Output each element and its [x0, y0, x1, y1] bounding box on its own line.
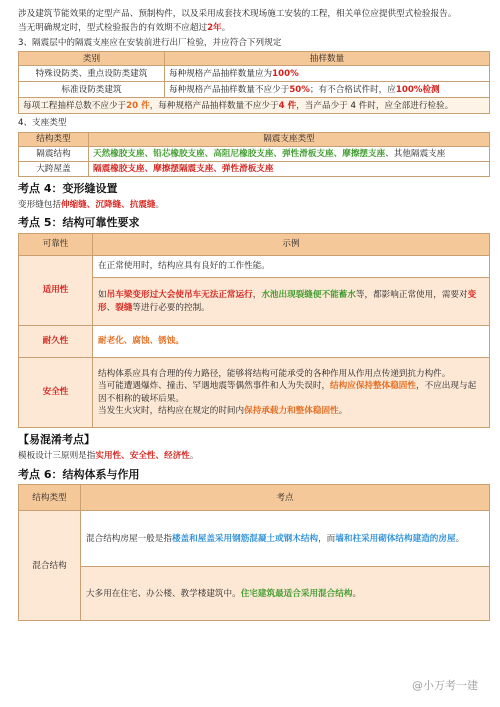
kaodian-4-text: 变形缝包括伸缩缝、沉降缝、抗震缝。 [18, 199, 165, 210]
yihun-text: 模板设计三原则是指实用性、安全性、经济性。 [18, 451, 199, 462]
table-row [19, 567, 490, 621]
table-row [19, 66, 490, 82]
table-row [19, 358, 490, 428]
label-naijiu: 耐久性 [19, 326, 93, 358]
sampling-total-note: 每项工程抽样总数不应少于20 件，每种规格产品抽样数量不应少于4 件，当产品少于 4 件时，应全部进行检验。 [19, 98, 490, 114]
label-hunhe: 混合结构 [19, 511, 81, 621]
shiyong-line-1: 在正常使用时，结构应具有良好的工作性能。 [93, 256, 490, 278]
intro-line-2: 当无明确规定时，型式检验报告的有效期不应超过2年。 [18, 23, 231, 34]
reliability-table [18, 233, 490, 428]
hunhe-line-2: 大多用在住宅、办公楼、教学楼建筑中。住宅建筑最适合采用混合结构。 [81, 567, 490, 621]
table-row [19, 98, 490, 114]
structure-type: 隔震结构 [19, 146, 89, 161]
yihun-title: 【易混淆考点】 [18, 433, 95, 447]
kaodian-6-title: 考点 6：结构体系与作用 [18, 467, 140, 481]
section-4-title: 4、支座类型 [18, 118, 67, 129]
sampling-quantity: 每种规格产品抽样数量应为100% [165, 66, 490, 82]
table-row [19, 511, 490, 567]
table-row [19, 146, 490, 161]
bearing-header-type: 隔震支座类型 [89, 132, 490, 146]
sampling-category: 特殊设防类、重点设防类建筑 [19, 66, 165, 82]
structure-type: 大跨屋盖 [19, 161, 89, 176]
sampling-table [18, 51, 490, 114]
sampling-header-category: 类别 [19, 52, 165, 66]
kaodian-5-title: 考点 5：结构可靠性要求 [18, 216, 140, 230]
bearing-header-structure: 结构类型 [19, 132, 89, 146]
bearing-types: 隔震橡胶支座、摩擦摆隔震支座、弹性滑板支座 [89, 161, 490, 176]
shiyong-line-2: 如吊车梁变形过大会使吊车无法正常运行，水池出现裂缝便不能蓄水等，都影响正常使用，需要对变形、裂缝等进行必要的控制。 [93, 278, 490, 326]
structure-header-type: 结构类型 [19, 485, 81, 511]
table-row [19, 82, 490, 98]
intro-line-1: 涉及建筑节能效果的定型产品、预制构件，以及采用成套技术现场施工安装的工程，相关单位应提供型式检验报告。 [18, 9, 457, 19]
section-3-title: 3、隔震层中的隔震支座应在安装前进行出厂检验，并应符合下列规定 [18, 37, 282, 48]
table-row [19, 161, 490, 176]
bearing-type-table [18, 132, 490, 177]
sampling-category: 标准设防类建筑 [19, 82, 165, 98]
structure-header-point: 考点 [81, 485, 490, 511]
naijiu-text: 耐老化、腐蚀、锈蚀。 [93, 326, 490, 358]
table-row [19, 326, 490, 358]
sampling-quantity: 每种规格产品抽样数量不应少于50%；有不合格试件时，应100%检测 [165, 82, 490, 98]
label-anquan: 安全性 [19, 358, 93, 428]
anquan-text: 结构体系应具有合理的传力路径，能够将结构可能承受的各种作用从作用点传递到抗力构件。 当可能遭遇爆炸、撞击、罕遇地震等偶然事件和人为失误时，结构应保持整体稳固性，不应出现与起因不相称的破坏后果。 当发生火灾时，结构应在规定的时间内保持承载力和整体稳固性。 [93, 358, 490, 428]
bearing-types: 天然橡胶支座、铅芯橡胶支座、高阻尼橡胶支座、弹性滑板支座、摩擦摆支座、其他隔震支座 [89, 146, 490, 161]
reliability-header-example: 示例 [93, 234, 490, 256]
watermark: @小万考一建 [412, 679, 478, 692]
reliability-header-type: 可靠性 [19, 234, 93, 256]
kaodian-4-title: 考点 4：变形缝设置 [18, 181, 118, 195]
sampling-header-quantity: 抽样数量 [165, 52, 490, 66]
hunhe-line-1: 混合结构房屋一般是指楼盖和屋盖采用钢筋混凝土或钢木结构，而墙和柱采用砌体结构建造的房屋。 [81, 511, 490, 567]
structure-system-table [18, 484, 490, 621]
label-shiyong: 适用性 [19, 256, 93, 326]
table-row [19, 256, 490, 278]
